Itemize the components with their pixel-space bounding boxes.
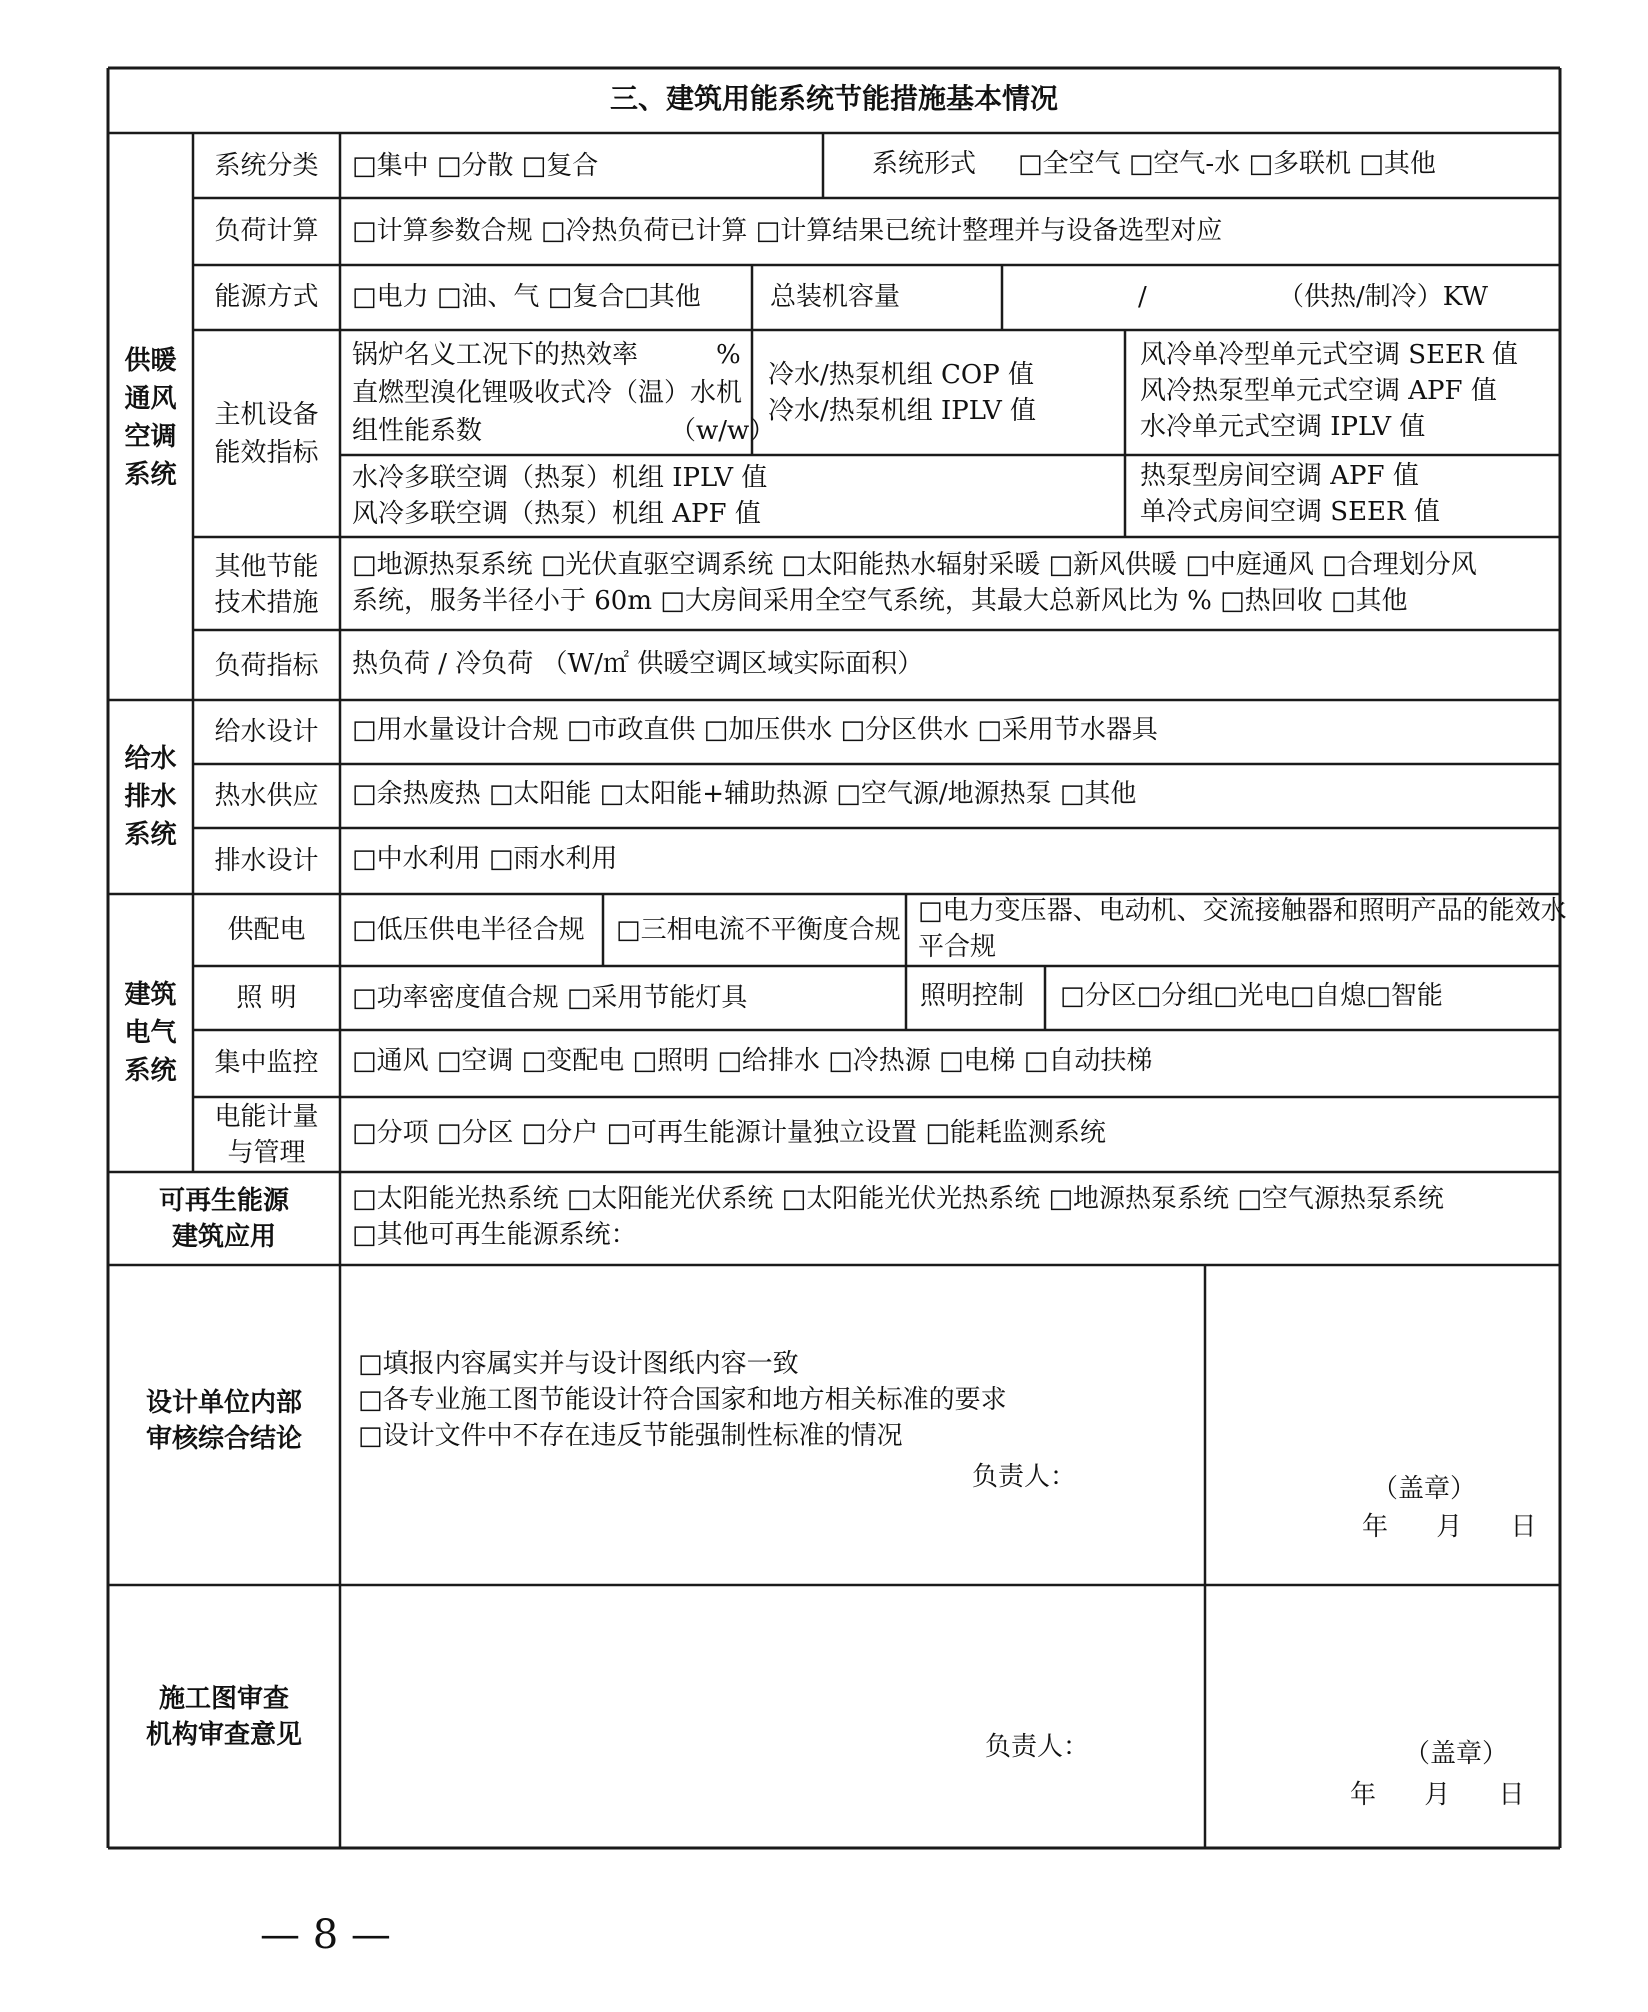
room-ac-apf-label: 热泵型房间空调 APF 值 bbox=[1140, 461, 1419, 491]
absorption-chiller-unit: （w/w） bbox=[670, 416, 776, 446]
hot-water-options[interactable]: □余热废热 □太阳能 □太阳能+辅助热源 □空气源/地源热泵 □其他 bbox=[352, 779, 1137, 809]
lighting-label: 照 明 bbox=[236, 983, 297, 1013]
power-distribution-label: 供配电 bbox=[227, 915, 306, 945]
design-review-responsible: 负责人： bbox=[972, 1462, 1077, 1492]
renewable-label-1: 可再生能源 bbox=[158, 1186, 289, 1216]
other-measures-options-1[interactable]: □地源热泵系统 □光伏直驱空调系统 □太阳能热水辐射采暖 □新风供暖 □中庭通风 □合理划分风 bbox=[352, 550, 1477, 580]
equipment-efficiency-option[interactable]: □电力变压器、电动机、交流接触器和照明产品的能效水 bbox=[918, 896, 1567, 926]
installed-capacity-unit: （供热/制冷）KW bbox=[1278, 282, 1488, 312]
load-index-text: 热负荷 / 冷负荷 （W/㎡ 供暖空调区域实际面积） bbox=[352, 649, 924, 679]
design-review-seal: （盖章） bbox=[1372, 1474, 1477, 1504]
room-ac-seer-label: 单冷式房间空调 SEER 值 bbox=[1140, 497, 1440, 527]
air-cooled-apf-label: 风冷热泵型单元式空调 APF 值 bbox=[1140, 376, 1497, 406]
energy-source-options[interactable]: □电力 □油、气 □复合□其他 bbox=[352, 282, 701, 312]
air-cooled-vrf-label: 风冷多联空调（热泵）机组 APF 值 bbox=[352, 499, 761, 529]
system-category-options[interactable]: □集中 □分散 □复合 bbox=[352, 151, 599, 181]
electric-group-label-2: 电气 bbox=[124, 1018, 177, 1048]
electric-group-label-3: 系统 bbox=[124, 1056, 177, 1086]
boiler-efficiency-label: 锅炉名义工况下的热效率 bbox=[352, 340, 639, 370]
lighting-control-options[interactable]: □分区□分组□光电□自熄□智能 bbox=[1060, 981, 1443, 1011]
hot-water-label: 热水供应 bbox=[214, 781, 319, 811]
installed-capacity-label: 总装机容量 bbox=[770, 282, 901, 312]
load-calc-label: 负荷计算 bbox=[214, 216, 319, 246]
agency-review-seal: （盖章） bbox=[1404, 1739, 1509, 1769]
drainage-options[interactable]: □中水利用 □雨水利用 bbox=[352, 844, 618, 874]
chiller-cop-label: 冷水/热泵机组 COP 值 bbox=[768, 360, 1034, 390]
central-monitoring-label: 集中监控 bbox=[214, 1048, 319, 1078]
low-voltage-radius-option[interactable]: □低压供电半径合规 bbox=[352, 915, 585, 945]
renewable-label-2: 建筑应用 bbox=[171, 1222, 276, 1252]
hvac-group-label-2: 通风 bbox=[124, 384, 177, 414]
load-index-label: 负荷指标 bbox=[214, 651, 319, 681]
form-title: 三、建筑用能系统节能措施基本情况 bbox=[609, 82, 1058, 115]
design-review-label-1: 设计单位内部 bbox=[145, 1388, 302, 1418]
absorption-chiller-label: 直燃型溴化锂吸收式冷（温）水机 bbox=[352, 378, 743, 408]
metering-label-1: 电能计量 bbox=[214, 1102, 319, 1132]
electric-group-label-1: 建筑 bbox=[124, 980, 177, 1010]
air-cooled-seer-label: 风冷单冷型单元式空调 SEER 值 bbox=[1140, 340, 1518, 370]
lighting-control-label: 照明控制 bbox=[920, 981, 1025, 1011]
system-category-label: 系统分类 bbox=[214, 151, 319, 181]
hvac-group-label-3: 空调 bbox=[124, 422, 177, 452]
design-review-item-1[interactable]: □填报内容属实并与设计图纸内容一致 bbox=[358, 1349, 799, 1379]
design-review-item-3[interactable]: □设计文件中不存在违反节能强制性标准的情况 bbox=[358, 1421, 903, 1451]
page-number: — 8 — bbox=[260, 1912, 391, 1958]
installed-capacity-slash: / bbox=[1138, 282, 1147, 312]
boiler-efficiency-unit: % bbox=[716, 340, 741, 370]
water-group-label-2: 排水 bbox=[124, 782, 177, 812]
drainage-label: 排水设计 bbox=[214, 846, 319, 876]
energy-source-label: 能源方式 bbox=[214, 282, 319, 312]
agency-review-responsible: 负责人： bbox=[985, 1732, 1090, 1762]
water-group-label-3: 系统 bbox=[124, 820, 177, 850]
other-measures-options-2[interactable]: 系统，服务半径小于 60m □大房间采用全空气系统，其最大总新风比为 % □热回收 □其他 bbox=[352, 586, 1408, 616]
main-equipment-label-1: 主机设备 bbox=[214, 400, 319, 430]
other-measures-label-2: 技术措施 bbox=[214, 588, 319, 618]
lighting-options[interactable]: □功率密度值合规 □采用节能灯具 bbox=[352, 983, 748, 1013]
central-monitoring-options[interactable]: □通风 □空调 □变配电 □照明 □给排水 □冷热源 □电梯 □自动扶梯 bbox=[352, 1046, 1153, 1076]
water-supply-label: 给水设计 bbox=[214, 717, 319, 747]
system-form-options[interactable]: □全空气 □空气-水 □多联机 □其他 bbox=[1018, 149, 1436, 179]
metering-label-2: 与管理 bbox=[227, 1138, 306, 1168]
design-review-item-2[interactable]: □各专业施工图节能设计符合国家和地方相关标准的要求 bbox=[358, 1385, 1007, 1415]
hvac-group-label-4: 系统 bbox=[124, 460, 177, 490]
agency-review-label-1: 施工图审查 bbox=[158, 1684, 289, 1714]
design-review-date: 年 月 日 bbox=[1362, 1512, 1537, 1542]
chiller-iplv-label: 冷水/热泵机组 IPLV 值 bbox=[768, 396, 1037, 426]
design-review-label-2: 审核综合结论 bbox=[145, 1424, 302, 1454]
load-calc-options[interactable]: □计算参数合规 □冷热负荷已计算 □计算结果已统计整理并与设备选型对应 bbox=[352, 216, 1223, 246]
renewable-options-1[interactable]: □太阳能光热系统 □太阳能光伏系统 □太阳能光伏光热系统 □地源热泵系统 □空气源热泵系统 bbox=[352, 1184, 1444, 1214]
metering-options[interactable]: □分项 □分区 □分户 □可再生能源计量独立设置 □能耗监测系统 bbox=[352, 1118, 1106, 1148]
water-group-label-1: 给水 bbox=[124, 744, 177, 774]
agency-review-date: 年 月 日 bbox=[1350, 1780, 1525, 1810]
water-cooled-iplv-label: 水冷单元式空调 IPLV 值 bbox=[1140, 412, 1426, 442]
equipment-efficiency-option-2: 平合规 bbox=[918, 932, 997, 962]
hvac-group-label-1: 供暖 bbox=[124, 346, 177, 376]
main-equipment-label-2: 能效指标 bbox=[214, 438, 319, 468]
water-cooled-vrf-label: 水冷多联空调（热泵）机组 IPLV 值 bbox=[352, 463, 768, 493]
absorption-chiller-label-2: 组性能系数 bbox=[352, 416, 483, 446]
system-form-label: 系统形式 bbox=[872, 149, 977, 179]
other-measures-label-1: 其他节能 bbox=[214, 552, 319, 582]
agency-review-label-2: 机构审查意见 bbox=[145, 1720, 302, 1750]
water-supply-options[interactable]: □用水量设计合规 □市政直供 □加压供水 □分区供水 □采用节水器具 bbox=[352, 715, 1158, 745]
three-phase-option[interactable]: □三相电流不平衡度合规 bbox=[616, 915, 901, 945]
renewable-options-2[interactable]: □其他可再生能源系统： bbox=[352, 1220, 637, 1250]
